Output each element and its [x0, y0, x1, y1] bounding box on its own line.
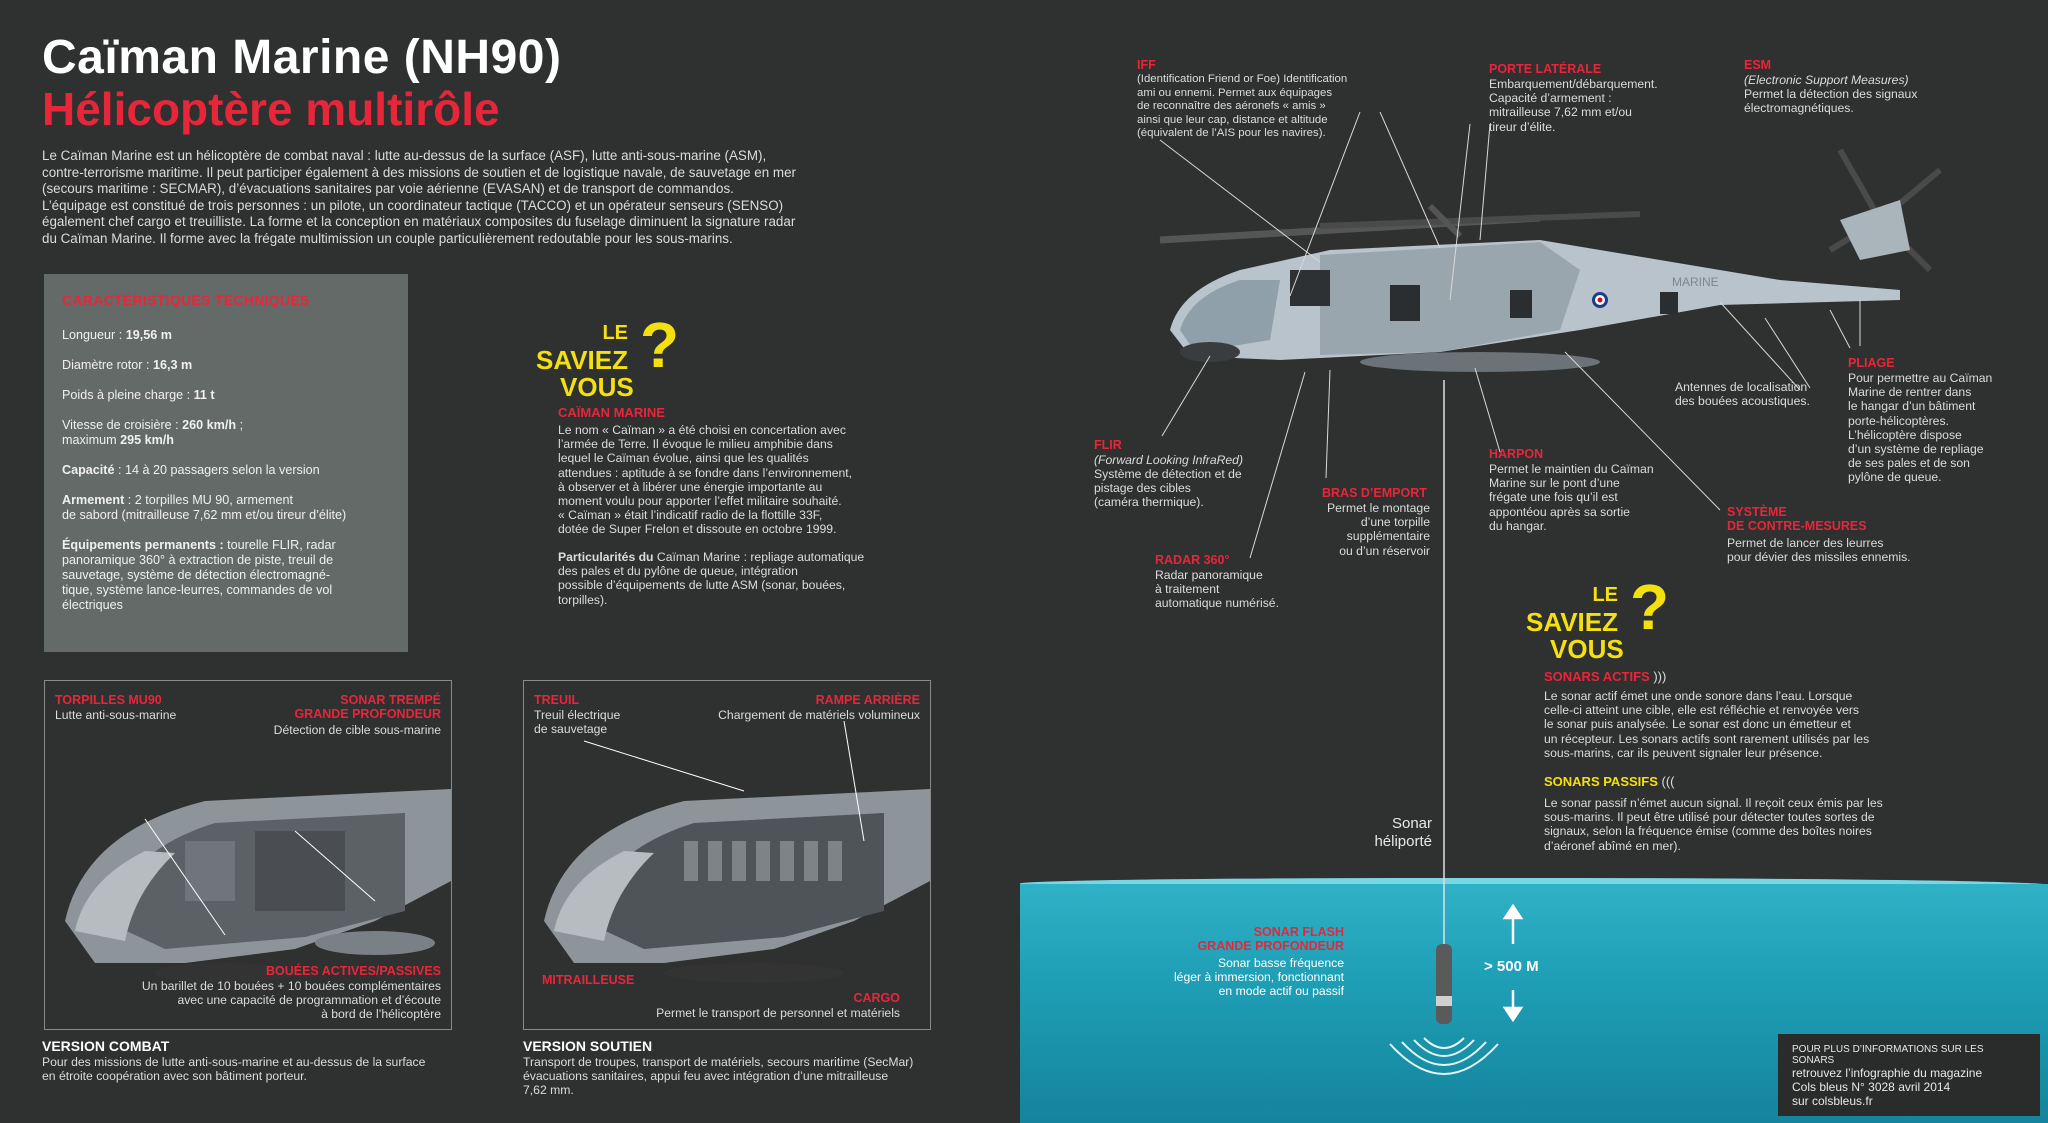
flir-text: Système de détection et de pistage des cibles (caméra thermique).	[1094, 467, 1242, 510]
sonars-actifs-text: Le sonar actif émet une onde sonore dans l’eau. Lorsque celle-ci atteint une cible, elle est réfléchie et renvoyée vers le sonar puis analysée. Le sonar est donc un émetteur et un récepteur. Les sonars actifs sont rarement utilisés par les sous-marins, car ils peuvent signaler leur présence.	[1544, 689, 1870, 760]
specs-box	[44, 274, 408, 652]
rampe-title: RAMPE ARRIÈRE	[815, 693, 920, 707]
sonar-flash-text: Sonar basse fréquence léger à immersion, fonctionnant en mode actif ou passif	[1173, 956, 1344, 999]
combat-panel	[44, 680, 452, 1030]
radar-text: Radar panoramique à traitement automatique numérisé.	[1155, 568, 1279, 611]
sonar-heliporte-label: Sonar héliporté	[1374, 815, 1432, 850]
flir-subtitle: (Forward Looking InfraRed)	[1094, 453, 1244, 467]
info-box	[1778, 1034, 2040, 1116]
spec-weight: Poids à pleine charge : 11 t	[62, 388, 215, 402]
spec-length: Longueur : 19,56 m	[62, 328, 172, 342]
rampe-text: Chargement de matériels volumineux	[718, 708, 920, 722]
torpilles-text: Lutte anti-sous-marine	[55, 708, 177, 722]
bouees-title: BOUÉES ACTIVES/PASSIVES	[265, 964, 441, 978]
harpon-title: HARPON	[1489, 447, 1544, 461]
saviez-vous-badge-1: LE SAVIEZ VOUS ?	[536, 309, 680, 402]
spec-armament: Armement : 2 torpilles MU 90, armement de sabord (mitrailleuse 7,62 mm et/ou tireur d’élite)	[62, 493, 347, 522]
esm-title: ESM	[1744, 58, 1772, 72]
bouees-text: Un barillet de 10 bouées + 10 bouées complémentaires avec une capacité de programmation et d’écoute à bord de l’hélicoptère	[141, 979, 441, 1022]
esm-subtitle: (Electronic Support Measures)	[1744, 73, 1909, 87]
spec-equipment: Équipements permanents : tourelle FLIR, radar panoramique 360° à extraction de piste, treuil de sauvetage, système de détection électromagné- tique, système lance-leurres, commandes de vol électriques	[62, 538, 336, 612]
porte-text: Embarquement/débarquement. Capacité d’armement : mitrailleuse 7,62 mm et/ou tireur d’élite.	[1489, 77, 1658, 134]
radar-title: RADAR 360°	[1155, 553, 1230, 567]
spec-speed: Vitesse de croisière : 260 km/h ; maximum 295 km/h	[62, 418, 244, 447]
sonar-flash-title: SONAR FLASH GRANDE PROFONDEUR	[1197, 925, 1344, 953]
info-line-1: POUR PLUS D’INFORMATIONS SUR LES SONARS	[1792, 1044, 1984, 1066]
torpilles-title: TORPILLES MU90	[55, 693, 162, 707]
sonar-trempe-title: SONAR TREMPÉ GRANDE PROFONDEUR	[294, 693, 441, 721]
bras-text: Permet le montage d’une torpille supplémentaire ou d’un réservoir	[1327, 501, 1430, 558]
page-subtitle: Hélicoptère multirôle	[42, 83, 500, 135]
caiman-text: Le nom « Caïman » a été choisi en concertation avec l’armée de Terre. Il évoque le milieu amphibie dans lequel le Caïman évolue, ainsi que les qualités attendues : aptitude à se fondre dans l’environnement, à observer et à libérer une énergie importante au moment voulu pour apporter l’effet militaire souhaité. « Caïman » était l’indicatif radio de la flottille 33F, dotée de Super Frelon et dissoute en octobre 1999.	[558, 423, 853, 537]
depth-label: > 500 M	[1484, 958, 1539, 975]
spec-capacity: Capacité : 14 à 20 passagers selon la version	[62, 463, 320, 477]
sonars-actifs-title: SONARS ACTIFS )))	[1544, 669, 1667, 684]
iff-title: IFF	[1137, 58, 1156, 72]
spec-rotor: Diamètre rotor : 16,3 m	[62, 358, 193, 372]
porte-title: PORTE LATÉRALE	[1489, 62, 1602, 76]
bras-title: BRAS D’EMPORT	[1322, 486, 1427, 500]
info-line-3: Cols bleus N° 3028 avril 2014	[1792, 1080, 1951, 1094]
sound-waves-icon: )))	[1653, 669, 1667, 684]
contre-mesures-text: Permet de lancer des leurres pour dévier des missiles ennemis.	[1727, 536, 1911, 565]
sonar-trempe-text: Détection de cible sous-marine	[273, 723, 441, 737]
particularites-text: Particularités du Caïman Marine : repliage automatique des pales et du pylône de queue, intégration possible d’équipements de lutte ASM (sonar, bouées, torpilles).	[558, 550, 865, 607]
esm-text: Permet la détection des signaux électromagnétiques.	[1744, 87, 1918, 116]
treuil-title: TREUIL	[534, 693, 580, 707]
marine-marking: MARINE	[1672, 275, 1719, 289]
page-title: Caïman Marine (NH90)	[42, 31, 562, 84]
flir-title: FLIR	[1094, 438, 1122, 452]
version-combat-text: Pour des missions de lutte anti-sous-marine et au-dessus de la surface en étroite coopération avec son bâtiment porteur.	[42, 1055, 426, 1084]
caiman-heading: CAÏMAN MARINE	[558, 405, 665, 420]
pliage-title: PLIAGE	[1848, 356, 1895, 370]
cargo-title: CARGO	[853, 991, 900, 1005]
contre-mesures-title: SYSTÈME DE CONTRE-MESURES	[1727, 505, 1867, 533]
receive-waves-icon: (((	[1661, 774, 1675, 789]
iff-text: (Identification Friend or Foe) Identification ami ou ennemi. Permet aux équipages de reconnaître des aéronefs « amis » ainsi que leur cap, distance et altitude (équivalent de l’AIS pour les navires).	[1137, 73, 1348, 139]
intro-paragraph: Le Caïman Marine est un hélicoptère de combat naval : lutte au-dessus de la surface (ASF), lutte anti-sous-marine (ASM), contre-terrorisme maritime. Il peut participer également à des missions de soutien et de logistique navale, de sauvetage en mer (secours maritime : SECMAR), d’évacuations sanitaires par voie aérienne (EVASAN) et de transport de commandos. L’équipage est constitué de trois personnes : un pilote, un coordinateur tactique (TACCO) et un opérateur senseurs (SENSO) également chef cargo et treuilliste. La forme et la conception en matériaux composites du fuselage diminuent la signature radar du Caïman Marine. Il forme avec la frégate multimission un couple particulièrement redoutable pour les sous-marins.	[42, 148, 796, 246]
cargo-text: Permet le transport de personnel et matériels	[656, 1006, 900, 1020]
pliage-text: Pour permettre au Caïman Marine de rentrer dans le hangar d’un bâtiment porte-hélicoptères. L’hélicoptère dispose d’un système de repliage de ses pales et de son pylône de queue.	[1848, 371, 1993, 485]
version-soutien-text: Transport de troupes, transport de matériels, secours maritime (SecMar) évacuations sanitaires, appui feu avec intégration d’une mitrailleuse 7,62 mm.	[523, 1055, 914, 1098]
saviez-vous-badge-2: LE SAVIEZ VOUS ?	[1526, 571, 1670, 664]
sonars-passifs-text: Le sonar passif n’émet aucun signal. Il reçoit ceux émis par les sous-marins. Il peut être utilisé pour détecter toutes sortes de signaux, selon la fréquence émise (comme des boîtes noires d’aéronef abîmé en mer).	[1544, 796, 1883, 853]
treuil-text: Treuil électrique de sauvetage	[534, 708, 621, 737]
soutien-panel	[523, 680, 931, 1030]
version-combat-title: VERSION COMBAT	[42, 1038, 170, 1054]
antennes-text: Antennes de localisation des bouées acoustiques.	[1675, 380, 1810, 409]
harpon-text: Permet le maintien du Caïman Marine sur le pont d’une frégate une fois qu’il est appontéou après sa sortie du hangar.	[1489, 462, 1654, 533]
info-line-4: sur colsbleus.fr	[1792, 1094, 1873, 1108]
specs-heading: CARACTÉRISTIQUES TECHNIQUES	[62, 292, 310, 308]
sonars-passifs-title: SONARS PASSIFS (((	[1544, 774, 1675, 789]
version-soutien-title: VERSION SOUTIEN	[523, 1038, 653, 1054]
mitrailleuse-title: MITRAILLEUSE	[542, 973, 635, 987]
info-line-2: retrouvez l’infographie du magazine	[1792, 1066, 1983, 1080]
